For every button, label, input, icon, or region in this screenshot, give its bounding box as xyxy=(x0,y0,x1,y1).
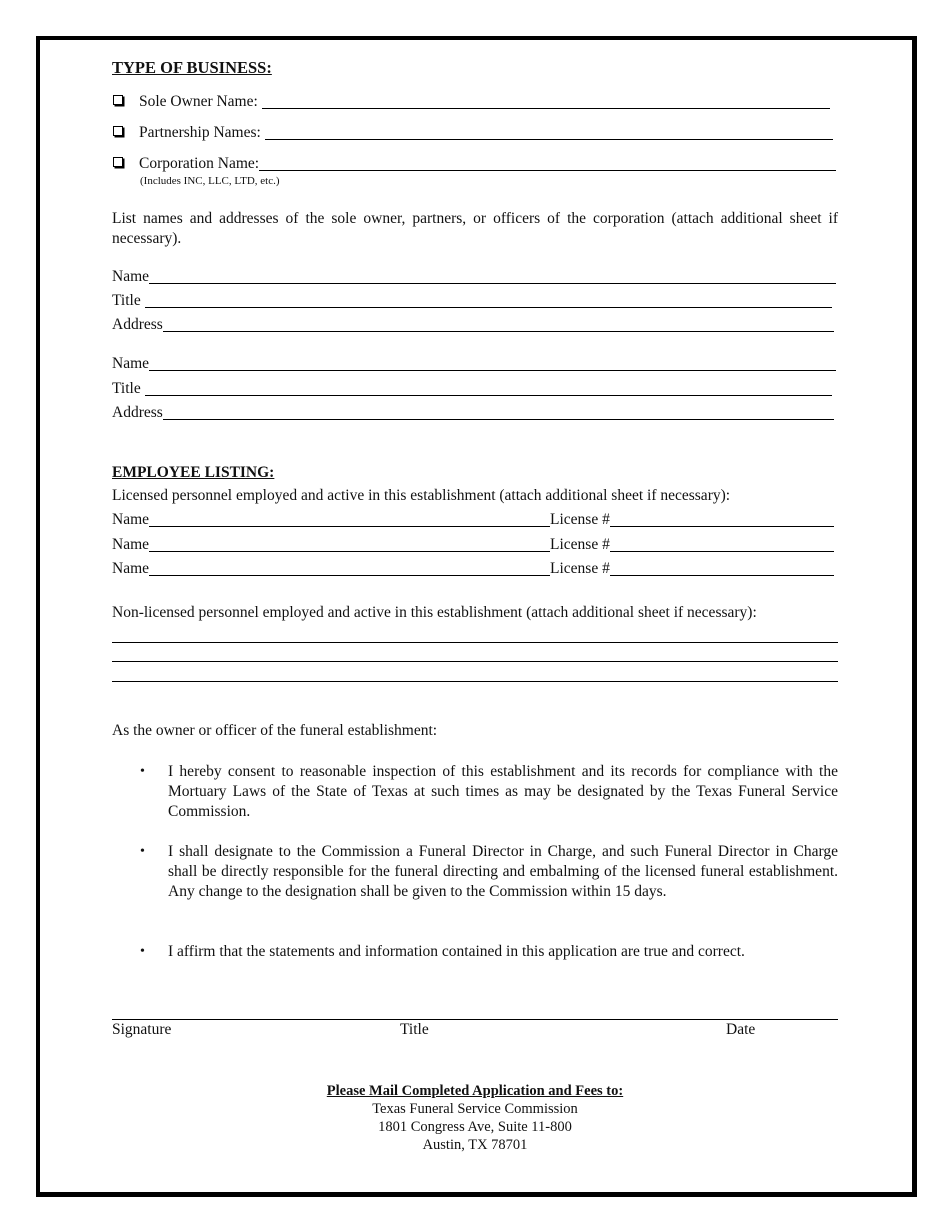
owner-2-name-field[interactable] xyxy=(149,356,836,371)
mailing-org: Texas Funeral Service Commission xyxy=(372,1101,578,1117)
partnership-row xyxy=(139,124,833,142)
owner-1-name-label: Name xyxy=(112,268,150,285)
affirmation-item: I hereby consent to reasonable inspection of this establishment and its records for compliance with the Mortuary Laws of the State of Texas at such times as may be designated by the Texas Funeral Service Commission. xyxy=(168,763,838,820)
licensed-name-label: Name xyxy=(112,511,150,528)
partnership-names-field[interactable] xyxy=(265,125,833,140)
partnership-label: Partnership Names: xyxy=(139,124,265,141)
bullet-icon: • xyxy=(140,844,145,859)
bullet-icon: • xyxy=(140,944,145,959)
sole-owner-label: Sole Owner Name: xyxy=(139,93,262,110)
owner-2-title-label: Title xyxy=(112,380,145,397)
corporation-note: (Includes INC, LLC, LTD, etc.) xyxy=(140,175,280,187)
mailing-street: 1801 Congress Ave, Suite 11-800 xyxy=(378,1119,572,1135)
owner-2-title-row xyxy=(112,380,832,398)
owner-1-address-row xyxy=(112,316,834,334)
licensed-name-field[interactable] xyxy=(149,561,550,576)
owner-1-address-field[interactable] xyxy=(163,317,834,332)
license-number-field[interactable] xyxy=(610,537,834,552)
license-number-label: License # xyxy=(550,536,610,553)
mailing-heading: Please Mail Completed Application and Fees to: xyxy=(326,1083,624,1099)
licensed-intro: Licensed personnel employed and active in this establishment (attach additional sheet if necessary): xyxy=(112,487,731,504)
license-number-label: License # xyxy=(550,560,610,577)
nonlicensed-line-field[interactable] xyxy=(112,661,838,662)
licensed-name-label: Name xyxy=(112,560,150,577)
license-number-label: License # xyxy=(550,511,610,528)
sole-owner-row xyxy=(139,93,830,111)
owner-1-title-label: Title xyxy=(112,292,145,309)
owner-1-name-field[interactable] xyxy=(149,269,836,284)
corporation-row xyxy=(139,155,836,173)
licensed-row xyxy=(112,536,834,554)
license-number-field[interactable] xyxy=(610,561,834,576)
owner-2-address-label: Address xyxy=(112,404,163,421)
nonlicensed-line-field[interactable] xyxy=(112,642,838,643)
type-of-business-heading: TYPE OF BUSINESS: xyxy=(112,58,272,77)
mailing-city: Austin, TX 78701 xyxy=(422,1137,528,1153)
sole-owner-name-field[interactable] xyxy=(262,94,830,109)
bullet-icon: • xyxy=(140,764,145,779)
signature-label: Signature xyxy=(112,1021,172,1038)
owners-instructions: List names and addresses of the sole owner, partners, or officers of the corporation (attach additional sheet if necessary). xyxy=(112,210,838,247)
affirmation-item: I affirm that the statements and information contained in this application are true and correct. xyxy=(168,943,745,960)
owner-2-address-row xyxy=(112,404,834,422)
owner-1-address-label: Address xyxy=(112,316,163,333)
license-number-field[interactable] xyxy=(610,512,834,527)
nonlicensed-intro: Non-licensed personnel employed and active in this establishment (attach additional sheet if necessary): xyxy=(112,604,757,621)
owner-2-address-field[interactable] xyxy=(163,405,834,420)
owner-1-name-row xyxy=(112,268,836,286)
owner-2-name-row xyxy=(112,355,836,373)
owner-2-name-label: Name xyxy=(112,355,150,372)
partnership-checkbox[interactable] xyxy=(113,126,123,136)
sole-owner-checkbox[interactable] xyxy=(113,95,123,105)
corporation-checkbox[interactable] xyxy=(113,157,123,167)
licensed-name-field[interactable] xyxy=(149,537,550,552)
licensed-row xyxy=(112,560,834,578)
owner-1-title-field[interactable] xyxy=(145,293,832,308)
corporation-label: Corporation Name: xyxy=(139,155,260,172)
licensed-row xyxy=(112,511,834,529)
corporation-name-field[interactable] xyxy=(259,156,836,171)
affirmation-intro: As the owner or officer of the funeral establishment: xyxy=(112,722,438,739)
owner-2-title-field[interactable] xyxy=(145,381,832,396)
signature-line-field[interactable] xyxy=(112,1019,838,1020)
licensed-name-field[interactable] xyxy=(149,512,550,527)
employee-listing-heading: EMPLOYEE LISTING: xyxy=(112,464,275,481)
affirmation-item: I shall designate to the Commission a Funeral Director in Charge, and such Funeral Director in Charge shall be directly responsible for the funeral directing and embalming of the licensed funeral establishment. Any change to the designation shall be given to the Commission within 15 days. xyxy=(168,843,838,900)
owner-1-title-row xyxy=(112,292,832,310)
licensed-name-label: Name xyxy=(112,536,150,553)
nonlicensed-line-field[interactable] xyxy=(112,681,838,682)
title-label: Title xyxy=(400,1021,429,1038)
date-label: Date xyxy=(726,1021,756,1038)
